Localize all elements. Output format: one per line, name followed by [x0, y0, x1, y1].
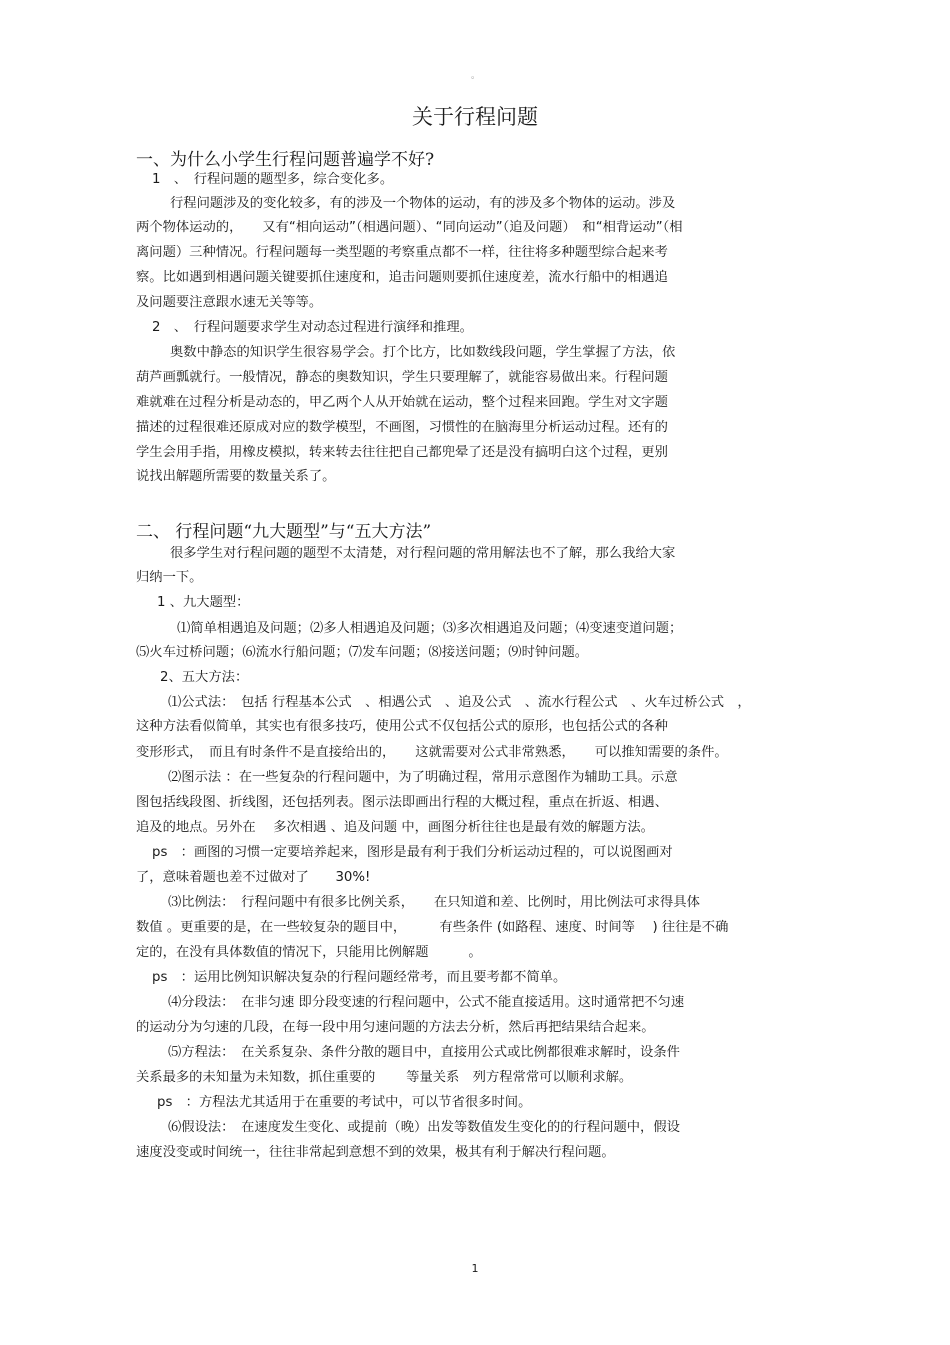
s2-intro-line: 归纳一下。 — [136, 570, 203, 585]
s1-para2-line: 学生会用手指，用橡皮模拟，转来转去往往把自己都兜晕了还是没有搞明白这个过程，更别 — [136, 445, 668, 460]
s1-para1-line: 两个物体运动的， 又有“相向运动”（相遇问题）、“同向运动”（追及问题） 和“相背运动”（相 — [136, 220, 683, 235]
method1-line: 这种方法看似简单，其实也有很多技巧，使用公式不仅包括公式的原形，也包括公式的各种 — [136, 719, 668, 734]
method3-line: 数值 。更重要的是，在一些较复杂的题目中， 有些条件 (如路程、速度、时间等 ) 往往是不确 — [136, 920, 729, 935]
s1-item1-title: 1 、 行程问题的题型多，综合变化多。 — [152, 172, 394, 187]
s2-types-line: ⑸火车过桥问题；⑹流水行船问题；⑺发车问题；⑻接送问题；⑼时钟问题。 — [136, 645, 589, 660]
s1-para2-line: 描述的过程很难还原成对应的数学模型，不画图，习惯性的在脑海里分析运动过程。还有的 — [136, 420, 668, 435]
section2-heading: 二、 行程问题“九大题型”与“五大方法” — [136, 522, 432, 542]
s1-para1-line: 及问题要注意跟水速无关等等。 — [136, 295, 323, 310]
document-title: 关于行程问题 — [412, 105, 538, 129]
ps-note-line: 了，意味着题也差不过做对了 30%! — [136, 870, 371, 885]
s2-methods-title: 2、五大方法： — [160, 670, 249, 685]
s1-para1-line: 行程问题涉及的变化较多，有的涉及一个物体的运动，有的涉及多个物体的运动。涉及 — [170, 196, 676, 211]
page-number: 1 — [471, 1262, 479, 1275]
method2-line: ⑵图示法 ：在一些复杂的行程问题中，为了明确过程，常用示意图作为辅助工具。示意 — [168, 770, 678, 785]
method1-line: 变形形式， 而且有时条件不是直接给出的， 这就需要对公式非常熟悉， 可以推知需要的条件。 — [136, 745, 728, 760]
method2-line: 追及的地点。另外在 多次相遇 、追及问题 中，画图分析往往也是最有效的解题方法。 — [136, 820, 654, 835]
header-dot: 。 — [471, 71, 481, 81]
method5-line: 关系最多的未知量为未知数，抓住重要的 等量关系 列方程常常可以顺利求解。 — [136, 1070, 633, 1085]
s2-types-title: 1 、九大题型： — [157, 595, 250, 610]
s2-intro-line: 很多学生对行程问题的题型不太清楚，对行程问题的常用解法也不了解，那么我给大家 — [170, 546, 676, 561]
s1-item2-title: 2 、 行程问题要求学生对动态过程进行演绎和推理。 — [152, 320, 473, 335]
ps-note-line: ps ：画图的习惯一定要培养起来，图形是最有利于我们分析运动过程的，可以说图画对 — [152, 845, 673, 860]
method5-line: ⑸方程法： 在关系复杂、条件分散的题目中，直接用公式或比例都很难求解时，设条件 — [168, 1045, 680, 1060]
method3-line: ⑶比例法： 行程问题中有很多比例关系， 在只知道和差、比例时，用比例法可求得具体 — [168, 895, 700, 910]
s1-para1-line: 察。比如遇到相遇问题关键要抓住速度和，追击问题则要抓住速度差，流水行船中的相遇追 — [136, 270, 668, 285]
method4-line: ⑷分段法： 在非匀速 即分段变速的行程问题中，公式不能直接适用。这时通常把不匀速 — [168, 995, 685, 1010]
method4-line: 的运动分为匀速的几段，在每一段中用匀速问题的方法去分析，然后再把结果结合起来。 — [136, 1020, 655, 1035]
method2-line: 图包括线段图、折线图，还包括列表。图示法即画出行程的大概过程，重点在折返、相遇、 — [136, 795, 668, 810]
method1-line: ⑴公式法： 包括 行程基本公式 、相遇公式 、追及公式 、流水行程公式 、火车过桥公式 ， — [168, 695, 751, 710]
method6-line: 速度没变或时间统一，往往非常起到意想不到的效果，极其有利于解决行程问题。 — [136, 1145, 615, 1160]
section1-heading: 一、为什么小学生行程问题普遍学不好? — [136, 150, 435, 170]
s2-types-line: ⑴简单相遇追及问题；⑵多人相遇追及问题；⑶多次相遇追及问题；⑷变速变道问题； — [177, 621, 683, 636]
ps-note-line: ps ：方程法尤其适用于在重要的考试中，可以节省很多时间。 — [157, 1095, 532, 1110]
s1-para1-line: 离问题）三种情况。行程问题每一类型题的考察重点都不一样，往往将多种题型综合起来考 — [136, 245, 668, 260]
s1-para2-line: 葫芦画瓢就行。一般情况，静态的奥数知识，学生只要理解了，就能容易做出来。行程问题 — [136, 370, 668, 385]
ps-note-line: ps ：运用比例知识解决复杂的行程问题经常考，而且要考都不简单。 — [152, 970, 567, 985]
s1-para2-line: 奥数中静态的知识学生很容易学会。打个比方，比如数线段问题，学生掌握了方法，依 — [170, 345, 676, 360]
method3-line: 定的，在没有具体数值的情况下，只能用比例解题 。 — [136, 945, 482, 960]
s1-para2-line: 说找出解题所需要的数量关系了。 — [136, 469, 336, 484]
method6-line: ⑹假设法： 在速度发生变化、或提前（晚）出发等数值发生变化的的行程问题中，假设 — [168, 1120, 680, 1135]
s1-para2-line: 难就难在过程分析是动态的，甲乙两个人从开始就在运动，整个过程来回跑。学生对文字题 — [136, 395, 668, 410]
